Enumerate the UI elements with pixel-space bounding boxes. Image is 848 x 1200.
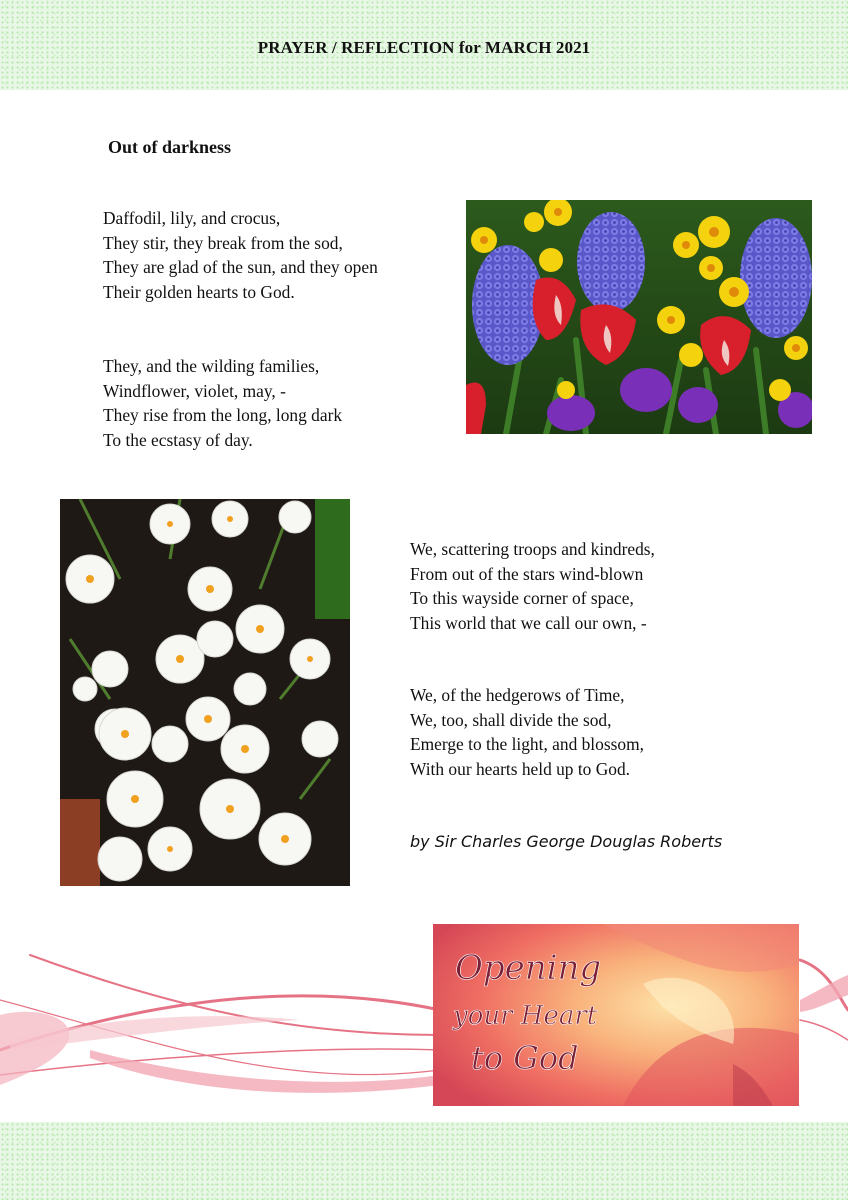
poem-line: Emerge to the light, and blossom,: [410, 734, 644, 754]
poem-author: by Sir Charles George Douglas Roberts: [410, 832, 723, 851]
poem-line: We, scattering troops and kindreds,: [410, 539, 655, 559]
stanza-3: [410, 537, 655, 635]
poem-line: To this wayside corner of space,: [410, 588, 634, 608]
white-crocus-photo: [60, 499, 350, 886]
card-line-2: your Heart: [453, 1001, 598, 1031]
poem-line: From out of the stars wind-blown: [410, 563, 644, 584]
poem-line: We, of the hedgerows of Time,: [410, 685, 625, 705]
opening-heart-card: [433, 924, 799, 1106]
footer-band: [0, 1122, 848, 1200]
poem-line: They, and the wilding families,: [103, 356, 320, 376]
poem-line: To the ecstasy of day.: [103, 429, 253, 450]
page-title: PRAYER / REFLECTION for MARCH 2021: [257, 38, 591, 57]
card-line-1: Opening: [455, 948, 602, 988]
poem-line: They rise from the long, long dark: [103, 405, 343, 425]
poem-line: Windflower, violet, may, -: [103, 380, 286, 401]
card-line-3: to God: [471, 1039, 579, 1077]
spring-flowers-photo: [466, 200, 812, 434]
stanza-2: [103, 354, 342, 452]
poem-line: Daffodil, lily, and crocus,: [103, 208, 281, 228]
poem-line: This world that we call our own, -: [410, 612, 647, 633]
stanza-4: [410, 683, 644, 781]
poem-line: Their golden hearts to God.: [103, 281, 295, 302]
stanza-1: [103, 206, 378, 304]
poem-title: Out of darkness: [108, 137, 232, 157]
poem-line: They are glad of the sun, and they open: [103, 257, 378, 277]
poem-line: With our hearts held up to God.: [410, 758, 631, 779]
poem-line: We, too, shall divide the sod,: [410, 709, 612, 730]
poem-line: They stir, they break from the sod,: [103, 232, 343, 253]
